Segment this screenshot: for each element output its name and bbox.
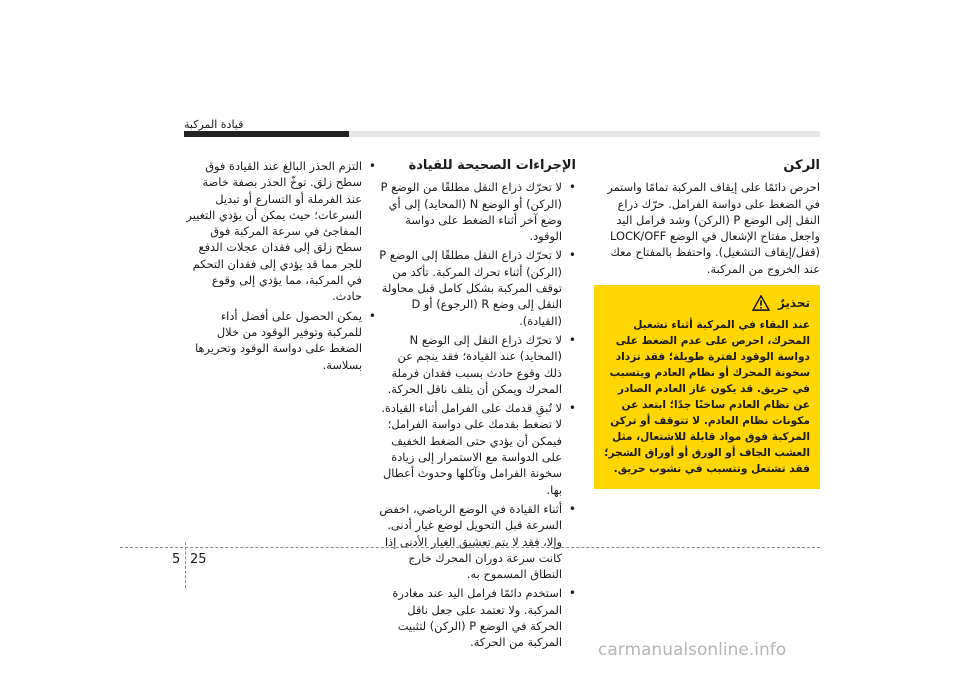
- header-bar-accent: [184, 131, 349, 137]
- list-item: • يمكن الحصول على أفضل أداء للمركبة وتوفير الوقود من خلال الضغط على دواسة الوقود وتحريرها بسلاسة.: [184, 308, 376, 373]
- procedures-heading: الإجراءات الصحيحة للقيادة: [408, 158, 576, 173]
- warning-box: [594, 285, 820, 489]
- page-number: 25: [190, 552, 207, 567]
- list-item: • لا تحرّك ذراع النقل مطلقًا إلى الوضع P (الركن) أثناء تحرك المركبة. تأكد من توقف المركبة بشكل كامل قبل محاولة النقل إلى وضع R (الرجوع) أو D (القيادة).: [376, 247, 576, 328]
- chapter-number: 5: [172, 552, 181, 567]
- list-item: • التزم الحذر البالغ عند القيادة فوق سطح زلق. توخّ الحذر بصفة خاصة عند الفرملة أو التسارع أو تبديل السرعات؛ حيث يمكن أن يؤدي التغيير المفاجئ في سرعة المركبة فوق سطح زلق إلى فقدان عجلات الدفع للجر مما قد يؤدي إلى فقدان التحكم في المركبة، مما يؤدي إلى وقوع حادث.: [184, 158, 376, 305]
- list-item: • لا تحرّك ذراع النقل مطلقًا من الوضع P (الركن) أو الوضع N (المحايد) إلى أي وضع آخر أثناء الضغط على دواسة الوقود.: [376, 179, 576, 244]
- footer-divider: [120, 547, 820, 548]
- warning-text: عند البقاء في المركبة أثناء تشغيل المحرك، احرص على عدم الضغط على دواسة الوقود لفترة طويلة؛ فقد تزداد سخونة المحرك أو نظام العادم ويتسبب في حريق. قد يكون غاز العادم الصادر عن نظام العادم ساخنًا جدًا؛ ابتعد عن مكونات نظام العادم. لا تتوقف أو تركن المركبة فوق مواد قابلة للاشتعال، مثل العشب الجاف أو الورق أو أوراق الشجر؛ فقد تشتعل وتتسبب في نشوب حريق.: [604, 319, 810, 476]
- driving-procedures-section: [376, 158, 576, 654]
- watermark: carmanualsonline.info: [598, 640, 787, 660]
- procedures-list: [376, 179, 576, 650]
- parking-heading: الركن: [783, 158, 820, 173]
- list-item: • لا تحرّك ذراع النقل إلى الوضع N (المحايد) عند القيادة؛ فقد ينجم عن ذلك وقوع حادث بسبب فقدان فرملة المحرك ويمكن أن يتلف ناقل الحركة.: [376, 332, 576, 397]
- header-title: قيادة المركبة: [184, 118, 244, 131]
- warning-title: تحذيرٌ: [777, 296, 810, 311]
- list-item: • أثناء القيادة في الوضع الرياضي، اخفض السرعة قبل التحويل لوضع غيار أدنى. وإلا، فقد لا يتم تعشيق الغيار الأدنى إذا كانت سرعة دوران المحرك خارج النطاق المسموح به.: [376, 501, 576, 582]
- footer-vertical-divider: [185, 542, 186, 588]
- list-item: • لا تُبقِ قدمك على الفرامل أثناء القيادة. لا تضغط بقدمك على دواسة الفرامل؛ فيمكن أن يؤدي حتى الضغط الخفيف على الدواسة مع الاستمرار إلى زيادة سخونة الفرامل وتآكلها وحدوث أعطال بها.: [376, 400, 576, 498]
- warning-triangle-icon: [752, 295, 770, 311]
- list-item: • استخدم دائمًا فرامل اليد عند مغادرة المركبة. ولا تعتمد على جعل ناقل الحركة في الوضع P (الركن) لتثبيت المركبة من الحركة.: [376, 585, 576, 650]
- parking-body: احرص دائمًا على إيقاف المركبة تمامًا واستمر في الضغط على دواسة الفرامل. حرّك ذراع النقل إلى الوضع P (الركن) وشد فرامل اليد واجعل مفتاح الإشعال في الوضع LOCK/OFF (قفل/إيقاف التشغيل). واحتفظ بالمفتاح معك عند الخروج من المركبة.: [607, 180, 820, 276]
- tips-list: [184, 158, 376, 373]
- warning-header: [604, 295, 810, 311]
- driving-tips-section: [184, 158, 376, 376]
- parking-section: [594, 158, 820, 489]
